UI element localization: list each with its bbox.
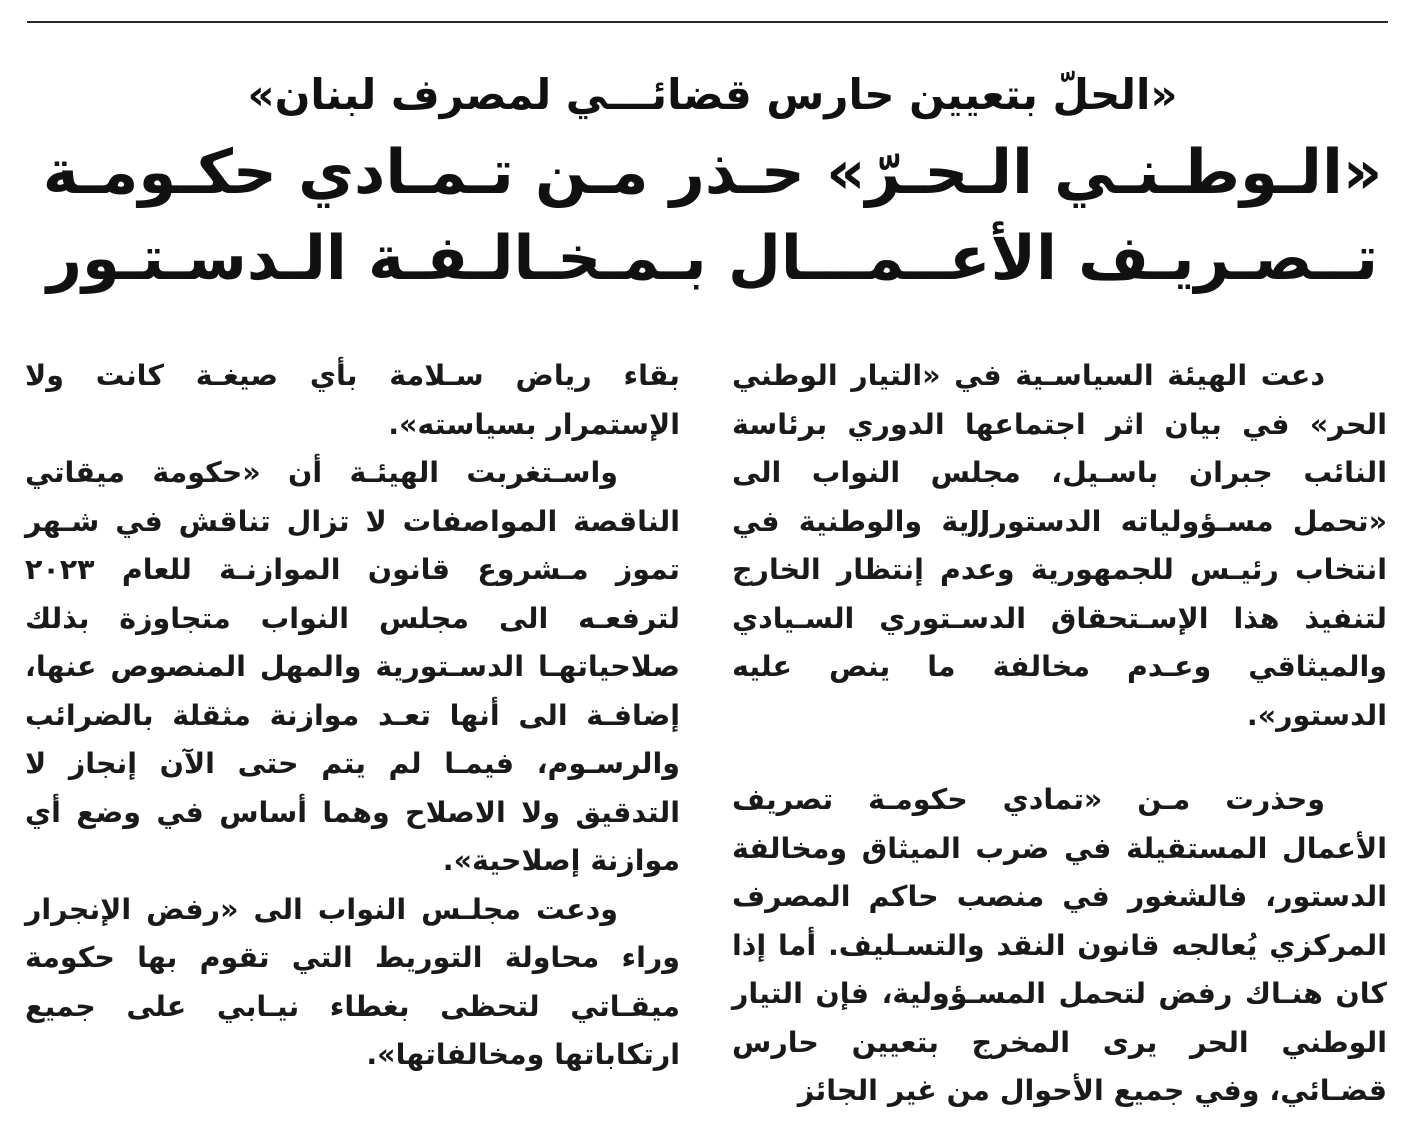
paragraph: واسـتغربت الهيئـة أن «حكومة ميقاتي الناقصة المواصفات لا تزال تناقش في شـهر تموز مـشروع قانون الموازنـة للعام ٢٠٢٣ لترفعـه الى مجلس النواب متجاوزة بذلك صلاحياتهـا الدسـتورية والمهل المنصوص عنها، إضافـة الى أنها تعـد موازنة مثقلة بالضرائب والرسـوم، فيمـا لم يتم حتى الآن إنجاز لا التدقيق ولا الاصلاح وهما أساس في وضع أي موازنة إصلاحية». bbox=[25, 456, 680, 877]
paragraph: بقاء رياض سـلامة بأي صيغـة كانت ولا الإستمرار بسياسته». bbox=[25, 359, 680, 441]
paragraph: وحذرت مـن «تمادي حكومـة تصريف الأعمال المستقيلة في ضرب الميثاق ومخالفة الدستور، فالشغور في منصب حاكم المصرف المركزي يُعالجه قانون النقد والتسـليف. أما إذا كان هنـاك رفض لتحمل المسـؤولية، فإن التيار الوطني الحر يرى المخرج بتعيين حارس قضـائي، وفي جميع الأحوال من غير الجائز bbox=[732, 783, 1387, 1107]
article-column-right bbox=[732, 352, 1387, 1116]
paragraph: ودعت مجلـس النواب الى «رفض الإنجرار وراء محاولة التوريط التي تقوم بها حكومة ميقـاتي لتحظى بغطاء نيـابي على جميع ارتكاباتها ومخالفاتها». bbox=[25, 892, 680, 1071]
kicker: «الحلّ بتعيين حارس قضائـــي لمصرف لبنان» bbox=[247, 70, 1178, 119]
top-rule bbox=[27, 21, 1388, 23]
paragraph: دعت الهيئة السياسـية في «التيار الوطني الحر» في بيان اثر اجتماعها الدوري برئاسة النائب جبران باسـيل، مجلس النواب الى «تحمل مسـؤولياته الدستورJJية والوطنية في انتخاب رئيـس للجمهورية وعدم إنتظار الخارج لتنفيذ هذا الإسـتحقاق الدسـتوري السـيادي والميثاقي وعـدم مخالفة ما ينص عليه الدستور». bbox=[732, 359, 1387, 732]
headline-line-1: «الـوطـنـي الـحـرّ» حـذر مـن تـمـادي حكـومـة bbox=[42, 137, 1383, 208]
headline-line-2: تــصـريـف الأعــمـــال بـمـخـالـفـة الـدسـتـور bbox=[46, 223, 1379, 294]
article-column-left bbox=[25, 352, 680, 1080]
headline-block bbox=[40, 60, 1385, 302]
